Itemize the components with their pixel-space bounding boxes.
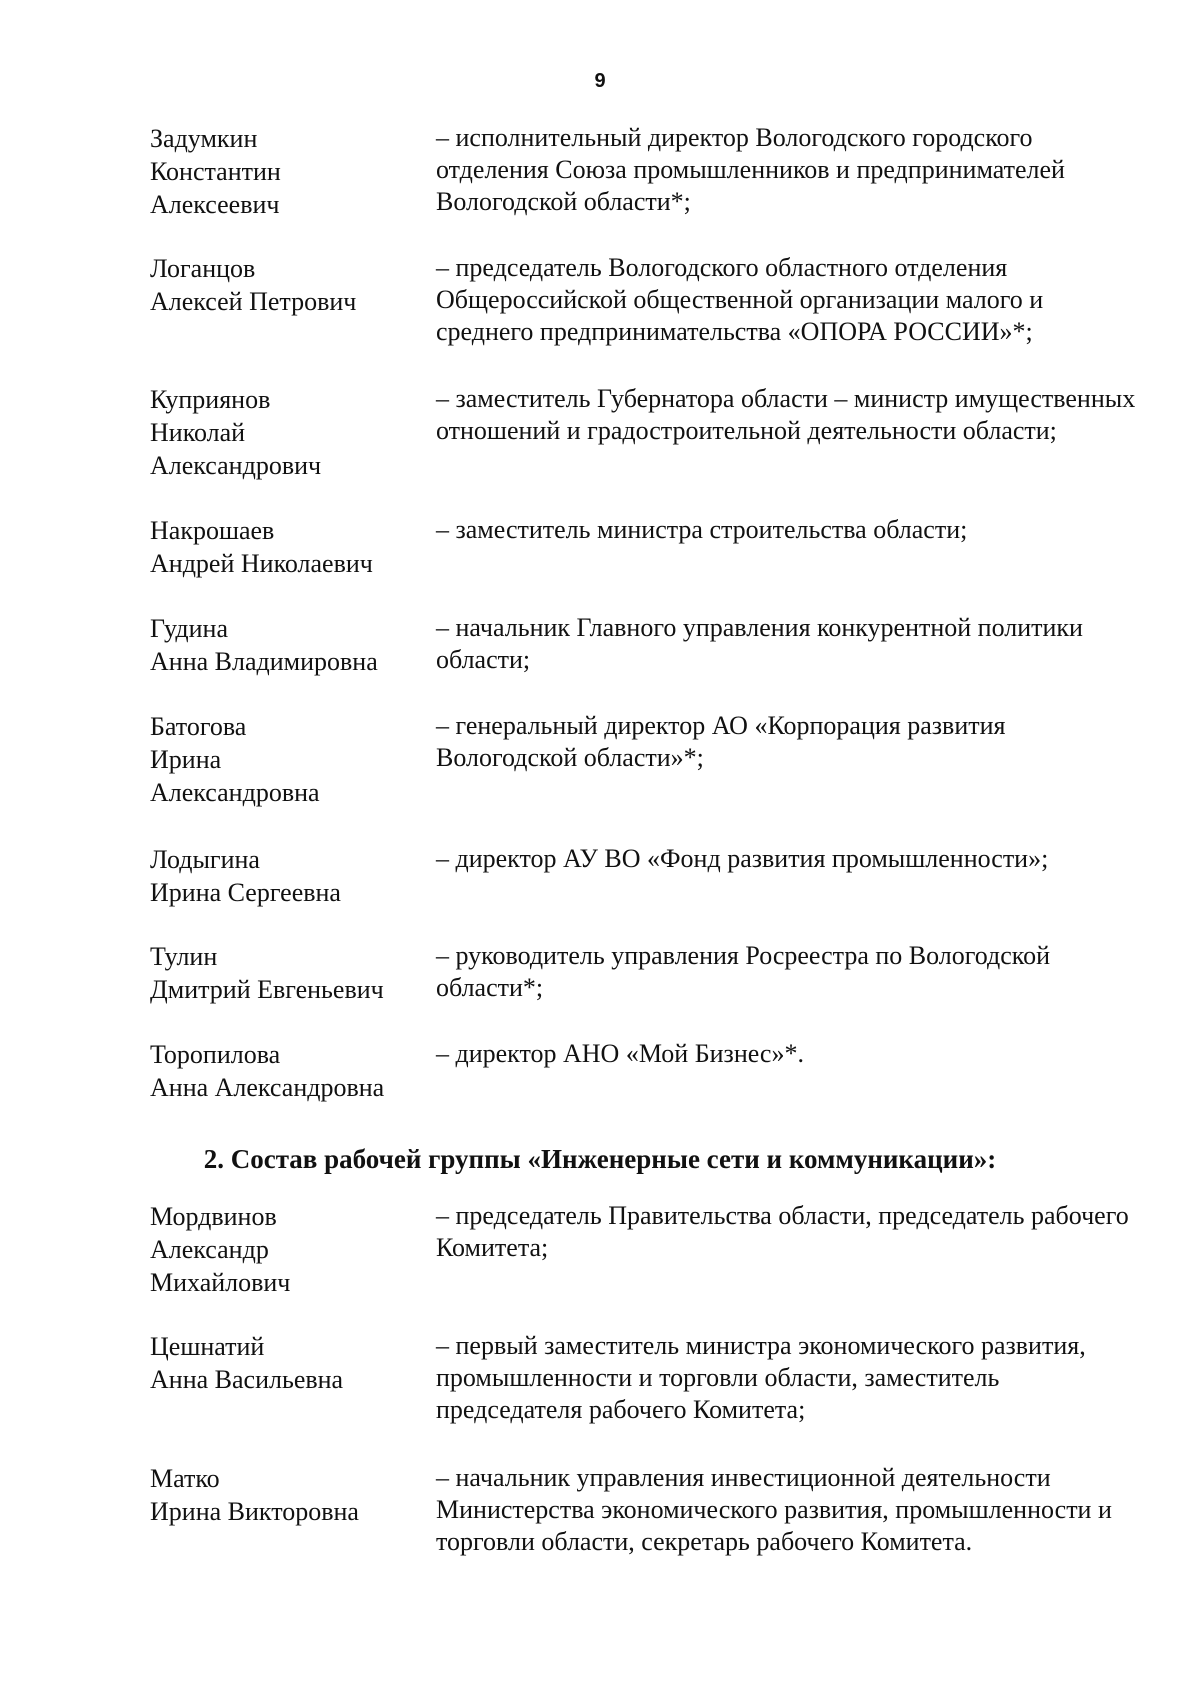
member-name: Логанцов Алексей Петрович bbox=[150, 254, 357, 316]
member-name: Куприянов Николай Александрович bbox=[150, 385, 322, 480]
member-description: – руководитель управления Росреестра по Вологодской области*; bbox=[436, 941, 1051, 1002]
member-description: – первый заместитель министра экономического развития, промышленности и торговли области, заместитель председателя рабочего Комитета; bbox=[436, 1331, 1086, 1424]
member-description: – заместитель министра строительства области; bbox=[436, 515, 968, 544]
section-heading: 2. Состав рабочей группы «Инженерные сети и коммуникации»: bbox=[203, 1144, 997, 1174]
member-name: Задумкин Константин Алексеевич bbox=[150, 124, 281, 219]
member-description: – председатель Вологодского областного отделения Общероссийской общественной организации малого и среднего предпринимательства «ОПОРА РОССИИ»*; bbox=[436, 253, 1044, 346]
member-description: – заместитель Губернатора области – министр имущественных отношений и градостроительной деятельности области; bbox=[436, 384, 1136, 445]
member-name: Цешнатий Анна Васильевна bbox=[150, 1332, 344, 1394]
member-description: – генеральный директор АО «Корпорация развития Вологодской области»*; bbox=[436, 711, 1006, 772]
member-name: Мордвинов Александр Михайлович bbox=[150, 1202, 291, 1297]
member-name: Накрошаев Андрей Николаевич bbox=[150, 516, 373, 578]
member-description: – исполнительный директор Вологодского городского отделения Союза промышленников и предпринимателей Вологодской области*; bbox=[436, 123, 1065, 216]
member-name: Гудина Анна Владимировна bbox=[150, 614, 378, 676]
member-description: – председатель Правительства области, председатель рабочего Комитета; bbox=[436, 1201, 1129, 1262]
member-name: Тулин Дмитрий Евгеньевич bbox=[150, 942, 384, 1004]
member-description: – директор АНО «Мой Бизнес»*. bbox=[436, 1039, 804, 1068]
member-description: – начальник управления инвестиционной деятельности Министерства экономического развития, промышленности и торговли области, секретарь рабочего Комитета. bbox=[436, 1463, 1112, 1556]
member-name: Лодыгина Ирина Сергеевна bbox=[150, 845, 341, 907]
member-description: – директор АУ ВО «Фонд развития промышленности»; bbox=[436, 844, 1049, 873]
member-name: Матко Ирина Викторовна bbox=[150, 1464, 359, 1526]
page-number: 9 bbox=[594, 70, 606, 92]
member-name: Батогова Ирина Александровна bbox=[150, 712, 320, 807]
member-description: – начальник Главного управления конкурентной политики области; bbox=[436, 613, 1083, 674]
member-name: Торопилова Анна Александровна bbox=[150, 1040, 385, 1102]
